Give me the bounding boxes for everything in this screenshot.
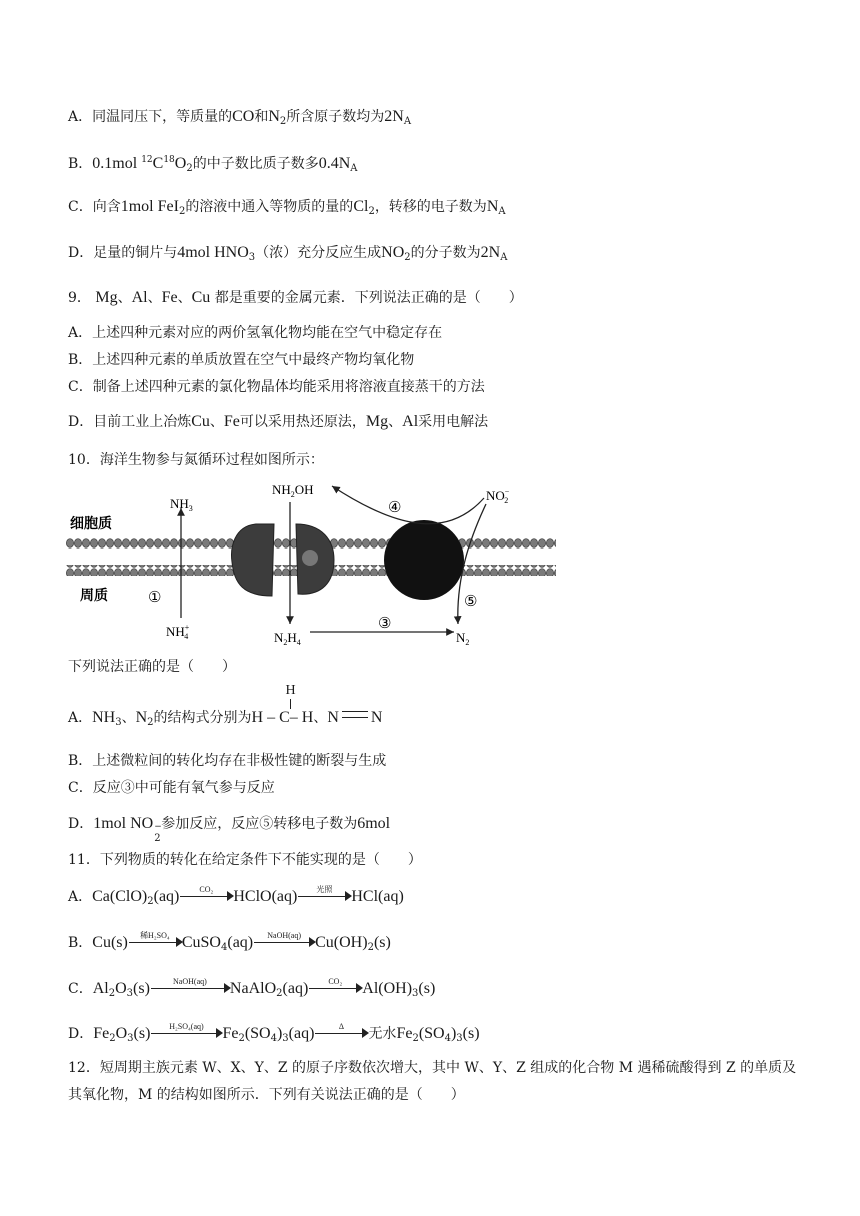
label-n2: $N_2$ [456,630,470,647]
step-4-marker: ④ [388,500,402,516]
subscript: 2 [404,252,411,263]
formula: Cu [191,413,210,430]
subscript: 2 [276,988,283,999]
formula: (aq) [288,1025,315,1042]
option-text: 的溶液中通入等物质的量的 [185,199,354,215]
formula: Fe [93,1025,110,1042]
reaction-arrow [298,887,350,903]
formula: H – C– H [251,709,314,726]
option-text: 目前工业上冶炼 [93,414,192,430]
subscript: 3 [248,252,256,263]
label-cytoplasm: 细胞质 [70,517,112,532]
structural-formula-ch [251,683,314,727]
reaction-arrow [180,887,232,903]
formula: Cu [191,289,211,306]
option-text: 足量的铜片与 [93,245,178,261]
formula: HClO(aq) [233,888,298,905]
label-no2: NO− 2 [486,487,510,505]
option-label: D． [68,245,94,261]
q11-option-d [68,1024,480,1048]
question-number: 9． [68,290,91,306]
q9-stem [68,289,523,307]
option-text: 同温同压下，等质量的 [92,109,233,125]
formula: ) [276,1025,283,1042]
channel-center [302,550,318,566]
option-label: D． [68,1026,94,1042]
arrow-condition: NaOH(aq) [267,931,301,940]
subscript: 3 [126,988,134,999]
separator: 、 [209,414,224,430]
enzyme-circle [384,520,464,600]
subscript: 2 [412,1033,419,1044]
option-text: 的结构式分别为 [153,710,252,726]
option-text: ，转移的电子数为 [374,199,487,215]
formula: Al(OH) [362,980,413,997]
label-nh3: $NH_3$ [170,496,193,513]
separator: 、 [177,290,192,306]
formula: (s) [133,1025,151,1042]
formula: Al [131,289,148,306]
q9-option-b: B．上述四种元素的单质放置在空气中最终产物均氧化物 [68,352,415,368]
q11-stem: 11．下列物质的转化在给定条件下不能实现的是（ ） [68,852,422,868]
arrow-step4 [332,486,484,524]
separator: 、 [147,290,162,306]
formula: N [268,108,280,125]
arrow-condition: CO₂ [328,977,343,986]
nitrogen-cycle-diagram [66,478,556,654]
option-label: A． [68,889,93,905]
channel-protein-left [232,524,274,596]
q10-option-d [68,815,391,844]
formula: O [115,1025,128,1042]
arrow-condition: H₂SO₄(aq) [169,1022,204,1031]
option-text: 采用电解法 [418,414,489,430]
formula: 1mol NO [93,815,154,832]
q10-option-a [68,683,383,732]
option-label: D． [68,816,94,832]
superscript: 12 [141,155,153,165]
option-text: （浓）充分反应生成 [255,245,382,261]
formula: (s) [418,980,436,997]
formula: Cu(OH) [315,934,368,951]
subscript: A [350,163,358,174]
subscript: 2 [178,206,186,217]
formula: Al [92,980,109,997]
triple-bond-icon [342,711,368,718]
formula: CO [232,108,255,125]
formula: CuSO [181,934,221,951]
subscript: A [403,116,412,127]
option-label: B． [68,156,93,172]
formula: Cl [353,198,369,215]
separator: 、 [117,290,132,306]
subscript: 2 [109,1033,116,1044]
option-text: 的分子数为 [410,245,481,261]
formula: Mg [95,289,118,306]
formula: 0.1mol [92,155,142,172]
label-nh4: NH+ 4 [166,623,190,641]
formula: (aq) [282,980,309,997]
subscript: 2 [367,942,374,953]
subscript: 4 [270,1033,277,1044]
q11-option-c [68,979,435,1003]
superscript: 18 [163,155,175,165]
q8-option-c [68,198,506,221]
q10-option-c: C．反应③中可能有氧气参与反应 [68,780,275,796]
reaction-arrow [254,933,314,949]
formula: Fe [161,289,178,306]
arrow-condition: 光照 [316,885,333,894]
formula: Fe [223,413,240,430]
subscript: 3 [115,717,122,728]
formula: O [174,155,187,172]
option-label: B． [68,935,93,951]
separator: 、 [313,710,328,726]
q9-option-d [68,413,488,431]
formula: 4mol HNO [177,244,249,261]
q8-option-b [68,151,358,178]
arrow-condition: Δ [338,1022,345,1031]
formula: ) [450,1025,457,1042]
subscript: 2 [108,988,116,999]
formula: C [152,155,164,172]
formula: NO [381,244,405,261]
formula: NH [92,709,116,726]
separator: 、 [121,710,136,726]
option-text: 和 [254,109,269,125]
q8-option-d [68,244,507,267]
q11-option-a [68,887,404,911]
reaction-arrow [309,979,361,995]
option-label: A． [68,109,93,125]
subscript: 4 [220,942,228,953]
formula: Mg [365,413,389,430]
subscript: 3 [412,988,419,999]
arrow-condition: 稀H₂SO₄ [140,931,170,940]
reaction-arrow [129,933,181,949]
question-text: 都是重要的金属元素．下列说法正确的是（ ） [214,290,523,306]
subscript: 2 [186,163,193,174]
formula: N [135,709,148,726]
formula: (s) [133,980,150,997]
superscript: − [154,822,162,832]
formula: (aq) [227,934,254,951]
option-text: 参加反应，反应⑤转移电子数为 [161,816,358,832]
option-text: 向含 [92,199,121,215]
formula: N [486,198,499,215]
option-label: C． [68,981,93,997]
option-text: 所含原子数均为 [286,109,385,125]
reaction-arrow [151,979,229,995]
q10-stem: 10．海洋生物参与氮循环过程如图所示： [68,452,324,468]
subscript: 2 [147,896,154,907]
struct-bond-line [290,699,291,709]
subscript: 3 [282,1033,289,1044]
q12-stem: 12．短周期主族元素 W、X、Y、Z 的原子序数依次增大，其中 W、Y、Z 组成的化合物 M 遇稀硫酸得到 Z 的单质及其氧化物，M 的结构如图所示．下列有关说法正确的是（ ） [68,1060,797,1103]
formula: Cu(s) [92,934,128,951]
arrow-condition: NaOH(aq) [173,977,207,986]
reaction-arrow [151,1024,221,1040]
option-label: C． [68,199,93,215]
formula: Ca(ClO) [92,888,148,905]
subscript: 2 [147,717,154,728]
step-1-marker: ① [148,590,162,606]
formula: Fe [222,1025,239,1042]
q8-option-a [68,108,411,131]
label-n2h4: $N_2H_4$ [274,630,301,647]
option-text: 的中子数比质子数多 [192,156,319,172]
formula: O [115,980,127,997]
struct-top-h: H [285,683,296,698]
reaction-arrow [315,1024,367,1040]
option-text: 无水 [368,1026,397,1042]
step-3-marker: ③ [378,616,392,632]
subscript: A [500,252,508,263]
q9-option-a: A．上述四种元素对应的两价氢氧化物均能在空气中稳定存在 [68,325,443,341]
formula: 2N [480,244,501,261]
formula: 0.4N [318,155,351,172]
formula: 6mol [357,815,391,832]
option-label: A． [68,710,93,726]
label-periplasm: 周质 [80,589,108,604]
formula: 1mol FeI [120,198,179,215]
separator: 、 [388,414,403,430]
subscript: 3 [127,1033,134,1044]
option-label: D． [68,414,94,430]
formula: (SO [418,1025,445,1042]
subscript: 4 [444,1033,451,1044]
subscript: A [498,206,506,217]
formula: HCl(aq) [351,888,404,905]
subscript: 2 [368,206,375,217]
step-5-marker: ⑤ [464,594,478,610]
formula: (s) [462,1025,480,1042]
subscript: 2 [238,1033,245,1044]
formula: (s) [373,934,391,951]
formula: (aq) [153,888,180,905]
formula: N [327,709,339,726]
subscript: 2 [154,833,161,844]
subscript: 2 [279,116,287,127]
q9-option-c: C．制备上述四种元素的氯化物晶体均能采用将溶液直接蒸干的方法 [68,379,485,395]
formula: N [370,709,383,726]
subscript: 3 [456,1033,463,1044]
formula: (SO [244,1025,271,1042]
arrow-condition: CO₂ [199,885,214,894]
q10-option-b: B．上述微粒间的转化均存在非极性键的断裂与生成 [68,753,387,769]
formula: Al [402,413,419,430]
formula: 2N [384,108,404,125]
q11-option-b [68,933,391,957]
formula: NaAlO [229,980,277,997]
option-text: 可以采用热还原法， [239,414,366,430]
q10-ask: 下列说法正确的是（ ） [68,659,236,675]
label-nh2oh: $NH_2OH$ [272,482,314,499]
formula: Fe [396,1025,413,1042]
